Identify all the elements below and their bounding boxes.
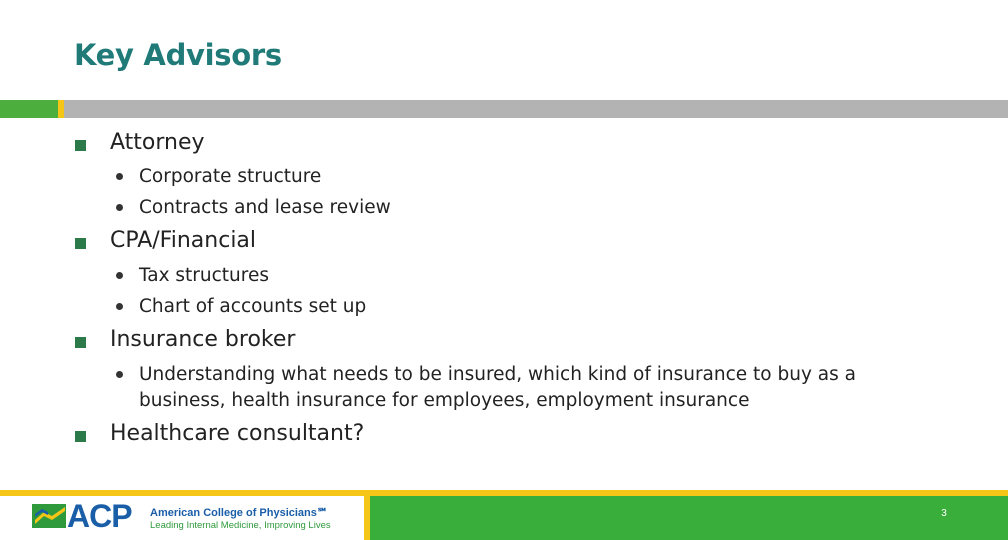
square-bullet-icon — [75, 337, 86, 348]
dot-bullet-icon — [116, 371, 123, 378]
dot-bullet-icon — [116, 204, 123, 211]
acp-logo-name: American College of Physicians℠ — [150, 507, 329, 519]
acp-logo-acronym: ACP — [67, 498, 132, 534]
sub-bullet: Chart of accounts set up — [139, 296, 367, 317]
dot-bullet-icon — [116, 272, 123, 279]
sub-bullet: Corporate structure — [139, 166, 322, 187]
title-rule-gray — [64, 100, 1008, 118]
bullet-cpa-financial: CPA/Financial — [110, 228, 257, 253]
dot-bullet-icon — [116, 303, 123, 310]
square-bullet-icon — [75, 238, 86, 249]
sub-bullet-continuation: business, health insurance for employees, employment insurance — [139, 390, 750, 411]
bullet-healthcare-consultant: Healthcare consultant? — [110, 421, 365, 446]
acp-logo — [32, 500, 352, 534]
sub-bullet: Tax structures — [139, 265, 269, 286]
slide-title: Key Advisors — [74, 38, 282, 72]
acp-logo-mark-icon — [32, 502, 68, 530]
square-bullet-icon — [75, 431, 86, 442]
page-number: 3 — [941, 508, 947, 519]
title-rule-green — [0, 100, 58, 118]
bullet-attorney: Attorney — [110, 130, 205, 155]
square-bullet-icon — [75, 140, 86, 151]
sub-bullet: Understanding what needs to be insured, which kind of insurance to buy as a — [139, 364, 856, 385]
sub-bullet: Contracts and lease review — [139, 197, 391, 218]
footer-bar — [370, 496, 1008, 540]
acp-logo-tagline: Leading Internal Medicine, Improving Lives — [150, 520, 331, 531]
dot-bullet-icon — [116, 173, 123, 180]
bullet-insurance-broker: Insurance broker — [110, 327, 296, 352]
